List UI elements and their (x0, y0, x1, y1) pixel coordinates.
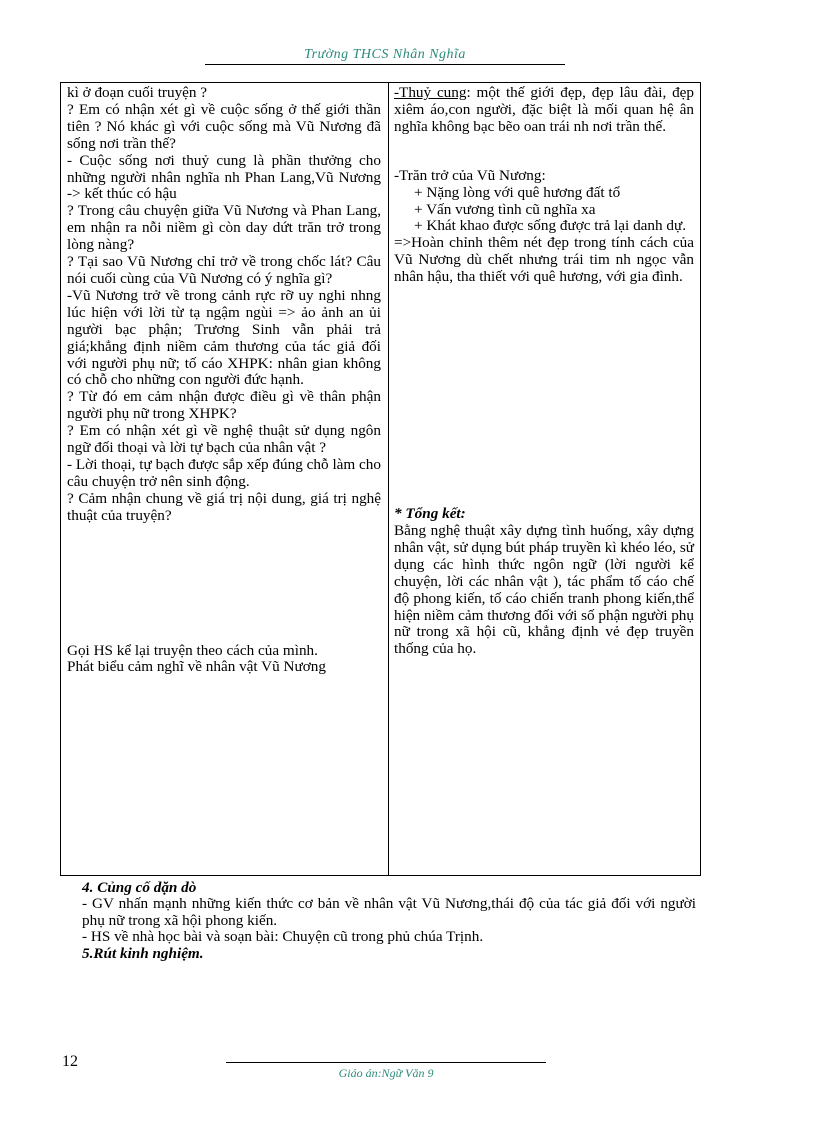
closing-section (82, 880, 696, 962)
section-5-heading: 5.Rút kinh nghiệm. (82, 944, 204, 962)
tran-tro-item: + Nặng lòng với quê hương đất tổ (414, 183, 621, 201)
spacer (394, 286, 694, 506)
tran-tro-item: + Khát khao được sống được trả lại danh dự. (414, 217, 687, 235)
left-paragraph: ? Tại sao Vũ Nương chỉ trở về trong chốc lát? Câu nói cuối cùng của Vũ Nương có ý nghĩa gì? (67, 253, 381, 287)
thuy-cung-label: -Thuỷ cung (394, 84, 467, 101)
left-paragraph: -Vũ Nương trở về trong cảnh rực rỡ uy nghi nhng lúc hiện với lời từ tạ ngậm ngùi => ảo ảnh an ủi người bạc phận; Trương Sinh vẫn phải trả giá;khẳng định niềm cảm thương của tác giả đối với người phụ nữ; tố cáo XHPK: nhân gian không có chỗ cho những con người đức hạnh. (67, 286, 381, 389)
left-paragraph: ? Cảm nhận chung về giá trị nội dung, giá trị nghệ thuật của truyện? (67, 489, 381, 524)
section-4-line: - HS về nhà học bài và soạn bài: Chuyện cũ trong phủ chúa Trịnh. (82, 928, 484, 946)
left-paragraph: kì ở đoạn cuối truyện ? (67, 84, 208, 101)
section-4-heading: 4. Củng cố dặn dò (82, 879, 197, 896)
tong-ket-title: * Tổng kết: (394, 505, 466, 523)
left-paragraph: ? Từ đó em cảm nhận được điều gì về thân phận người phụ nữ trong XHPK? (67, 388, 381, 423)
page-number: 12 (62, 1053, 78, 1070)
lesson-table (60, 82, 701, 876)
tran-tro-item: + Vấn vương tình cũ nghĩa xa (414, 200, 596, 218)
header-rule (205, 64, 565, 65)
spacer (67, 525, 381, 643)
page-header: Trường THCS Nhân Nghĩa (304, 47, 466, 62)
left-paragraph: - Cuộc sống nơi thuỷ cung là phần thưởng cho những người nhân nghĩa nh Phan Lang,Vũ Nương -> kết thúc có hậu (67, 151, 381, 203)
left-bottom-paragraph: Gọi HS kể lại truyện theo cách của mình. (67, 641, 318, 659)
conclusion-paragraph: =>Hoàn chỉnh thêm nét đẹp trong tính cách của Vũ Nương dù chết nhưng trái tim nh ngọc vẫn nhân hậu, tha thiết với quê hương, với gia đình. (394, 234, 694, 286)
left-paragraph: ? Trong câu chuyện giữa Vũ Nương và Phan Lang, em nhận ra nỗi niềm gì còn day dứt trăn trở trong lòng nàng? (67, 202, 381, 254)
left-paragraph: ? Em có nhận xét gì về cuộc sống ở thế giới thần tiên ? Nó khác gì với cuộc sống mà Vũ Nương đã sống nơi trần thế? (67, 100, 381, 152)
thuy-cung-paragraph (394, 85, 694, 136)
thuy-cung-text: : một thế giới đẹp, đẹp lâu đài, đẹp xiêm áo,con người, đặc biệt là mối quan hệ ân nghĩa không bạc bẽo oan trái nh nơi trần thế. (394, 84, 695, 135)
page-footer: Giáo án:Ngữ Văn 9 (338, 1066, 434, 1080)
left-paragraph: ? Em có nhận xét gì về nghệ thuật sử dụng ngôn ngữ đối thoại và lời tự bạch của nhân vật ? (67, 422, 381, 457)
spacer (394, 136, 694, 168)
section-4-line: - GV nhấn mạnh những kiến thức cơ bản về nhân vật Vũ Nương,thái độ của tác giả đối với người phụ nữ trong xã hội phong kiến. (82, 895, 696, 929)
tong-ket-paragraph: Bằng nghệ thuật xây dựng tình huống, xây dựng nhân vật, sử dụng bút pháp truyền kì khéo léo, sử dụng các hình thức ngôn ngữ (lời người kể chuyện, lời các nhân vật ), tác phẩm tố cáo chế độ phong kiến, tố cáo chiến tranh phong kiến,thể hiện niềm cảm thương đối với số phận người phụ nữ trong xã hội cũ, khẳng định vẻ đẹp truyền thống của họ. (394, 521, 694, 658)
content-column (394, 85, 694, 658)
column-divider (388, 83, 389, 875)
left-paragraph: - Lời thoại, tự bạch được sắp xếp đúng chỗ làm cho câu chuyện trở nên sinh động. (67, 455, 381, 490)
footer-rule (226, 1062, 546, 1063)
teacher-activity-column (67, 85, 381, 676)
tran-tro-title: -Trăn trở của Vũ Nương: (394, 166, 546, 184)
left-bottom-paragraph: Phát biểu cảm nghĩ về nhân vật Vũ Nương (67, 658, 326, 676)
